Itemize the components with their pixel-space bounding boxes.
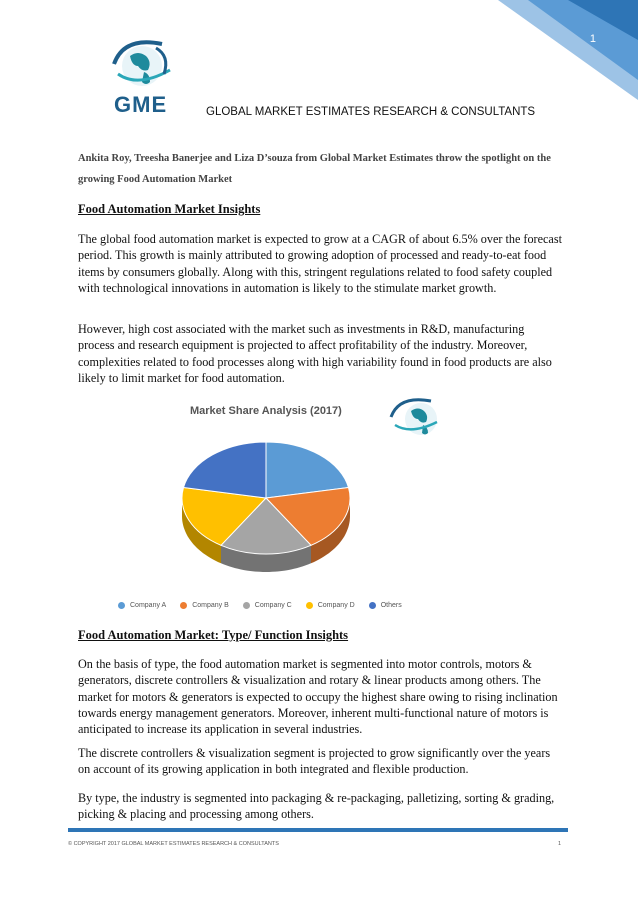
legend-label: Company C [254,602,292,609]
section1-heading: Food Automation Market Insights [78,202,261,216]
footer-page-number: 1 [558,841,562,847]
chart-legend [118,602,402,609]
legend-label: Others [380,602,402,609]
section2-heading: Food Automation Market: Type/ Function Insights [78,628,349,642]
byline: Ankita Roy, Treesha Banerjee and Liza D’souza from Global Market Estimates throw the spotlight on the growing Food Automation Market [78,153,551,185]
legend-swatch [180,602,187,609]
legend-swatch [118,602,125,609]
section1-paragraph-1: The global food automation market is expected to grow at a CAGR of about 6.5% over the forecast period. This growth is mainly attributed to growing adoption of processed and ready-to-eat food items by consumers globally. Along with this, stringent regulations related to food safety coupled with technological innovations in automation is likely to the stimulate market growth. [78,232,562,295]
company-name: GLOBAL MARKET ESTIMATES RESEARCH & CONSULTANTS [206,106,536,118]
legend-swatch [243,602,250,609]
legend-swatch [306,602,313,609]
watermark-globe-icon [385,393,455,445]
section2-paragraph-1: On the basis of type, the food automation market is segmented into motor controls, motors & generators, discrete controllers & visualization and rotary & linear products among others. The market for motors & generators is expected to occupy the highest share owing to rising inclination towards energy management generators. Moreover, inherent multi-functional nature of motors is anticipated to increase its application in several industries. [78,657,558,737]
page-number-top: 1 [589,33,596,45]
legend-item-others [369,602,402,609]
footer-rule [68,828,568,832]
legend-item-company-c [243,602,292,609]
section2-paragraph-2: The discrete controllers & visualization segment is projected to grow significantly over the years on account of its growing application in both integrated and flexible production. [78,746,551,777]
section2-paragraph-3: By type, the industry is segmented into packaging & re-packaging, palletizing, sorting & grading, picking & placing and processing among others. [78,791,555,822]
logo-text: GME [114,92,168,117]
legend-item-company-a [118,602,166,609]
section1-paragraph-2: However, high cost associated with the market such as investments in R&D, manufacturing process and research equipment is projected to affect profitability of the industry. Moreover, complexities related to food processes along with high variability found in food products are also likely to limit market for food automation. [78,322,552,385]
legend-label: Company A [130,602,167,609]
legend-label: Company D [317,602,355,609]
legend-item-company-b [180,602,229,609]
legend-swatch [369,602,376,609]
legend-item-company-d [306,602,355,609]
legend-label: Company B [192,602,229,609]
chart-title: Market Share Analysis (2017) [190,405,342,417]
corner-decoration [498,0,638,100]
footer-copyright: © COPYRIGHT 2017 GLOBAL MARKET ESTIMATES RESEARCH & CONSULTANTS [68,841,279,847]
